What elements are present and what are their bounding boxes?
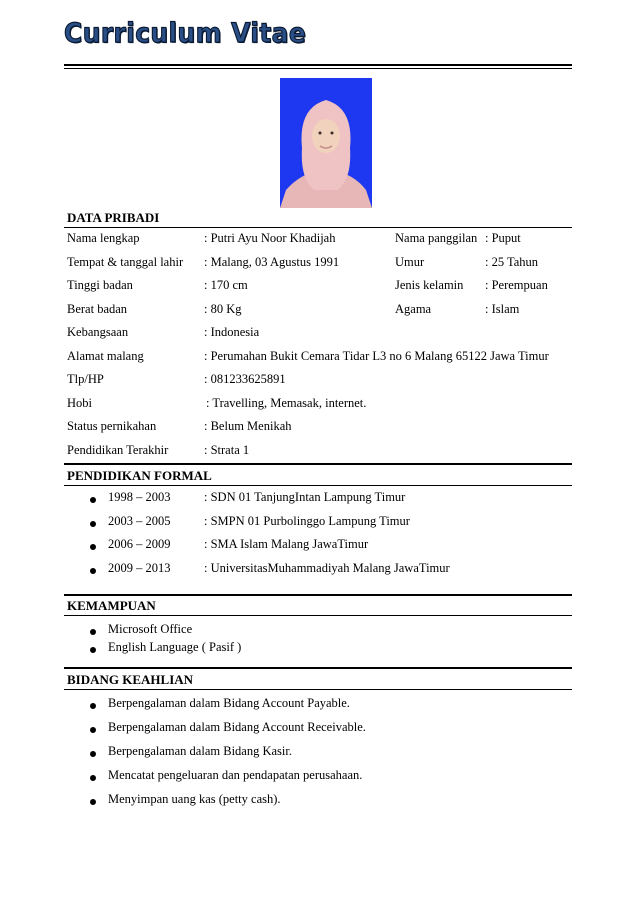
section-divider: [64, 485, 572, 486]
section-divider: [64, 463, 572, 465]
bullet-icon: [90, 647, 96, 653]
education-years: 2009 – 2013: [108, 561, 171, 575]
bullet-icon: [90, 727, 96, 733]
skill-item: Microsoft Office: [108, 622, 193, 636]
info-value: : Puput: [485, 231, 521, 245]
education-school: : UniversitasMuhammadiyah Malang JawaTimur: [204, 561, 450, 575]
expertise-item: Berpengalaman dalam Bidang Account Receivable.: [108, 720, 366, 734]
skill-item: English Language ( Pasif ): [108, 640, 242, 654]
info-value: : Perempuan: [485, 278, 548, 292]
bullet-icon: [90, 521, 96, 527]
info-value: : Perumahan Bukit Cemara Tidar L3 no 6 Malang 65122 Jawa Timur: [204, 349, 549, 363]
bullet-icon: [90, 703, 96, 709]
section-divider: [64, 615, 572, 616]
info-value: : Belum Menikah: [204, 419, 292, 433]
education-years: 2003 – 2005: [108, 514, 171, 528]
section-divider: [64, 689, 572, 690]
bullet-icon: [90, 497, 96, 503]
info-value: : 25 Tahun: [485, 255, 539, 269]
education-school: : SMA Islam Malang JawaTimur: [204, 537, 369, 551]
section-title-personal: DATA PRIBADI: [67, 210, 160, 225]
info-label: Hobi: [67, 396, 92, 410]
info-value: : 80 Kg: [204, 302, 242, 316]
section-divider: [64, 594, 572, 596]
info-label: Nama lengkap: [67, 231, 140, 245]
bullet-icon: [90, 568, 96, 574]
info-label: Berat badan: [67, 302, 128, 316]
expertise-item: Berpengalaman dalam Bidang Kasir.: [108, 744, 292, 758]
info-label: Umur: [395, 255, 425, 269]
person-photo-icon: [280, 78, 372, 208]
section-divider: [64, 227, 572, 228]
info-value: : Indonesia: [204, 325, 260, 339]
expertise-item: Menyimpan uang kas (petty cash).: [108, 792, 281, 806]
info-value: : Islam: [485, 302, 520, 316]
title-divider: [64, 64, 572, 69]
section-title-education: PENDIDIKAN FORMAL: [67, 468, 212, 483]
section-title-expertise: BIDANG KEAHLIAN: [67, 672, 194, 687]
education-years: 2006 – 2009: [108, 537, 171, 551]
section-title-skills: KEMAMPUAN: [67, 598, 156, 613]
bullet-icon: [90, 629, 96, 635]
info-label: Jenis kelamin: [395, 278, 464, 292]
info-label: Tinggi badan: [67, 278, 133, 292]
info-label: Tempat & tanggal lahir: [67, 255, 184, 269]
info-value: : Malang, 03 Agustus 1991: [204, 255, 340, 269]
info-label: Tlp/HP: [67, 372, 104, 386]
bullet-icon: [90, 544, 96, 550]
page-title: Curriculum Vitae: [64, 18, 307, 49]
bullet-icon: [90, 799, 96, 805]
bullet-icon: [90, 775, 96, 781]
info-label: Status pernikahan: [67, 419, 157, 433]
expertise-item: Mencatat pengeluaran dan pendapatan perusahaan.: [108, 768, 363, 782]
info-label: Kebangsaan: [67, 325, 129, 339]
info-value: : Putri Ayu Noor Khadijah: [204, 231, 336, 245]
info-value: : 081233625891: [204, 372, 286, 386]
education-years: 1998 – 2003: [108, 490, 171, 504]
info-value: : Travelling, Memasak, internet.: [206, 396, 367, 410]
education-school: : SMPN 01 Purbolinggo Lampung Timur: [204, 514, 410, 528]
education-school: : SDN 01 TanjungIntan Lampung Timur: [204, 490, 406, 504]
section-divider: [64, 667, 572, 669]
expertise-item: Berpengalaman dalam Bidang Account Payable.: [108, 696, 350, 710]
info-value: : Strata 1: [204, 443, 250, 457]
info-label: Nama panggilan: [395, 231, 478, 245]
bullet-icon: [90, 751, 96, 757]
info-value: : 170 cm: [204, 278, 248, 292]
info-label: Alamat malang: [67, 349, 144, 363]
info-label: Pendidikan Terakhir: [67, 443, 169, 457]
info-label: Agama: [395, 302, 432, 316]
